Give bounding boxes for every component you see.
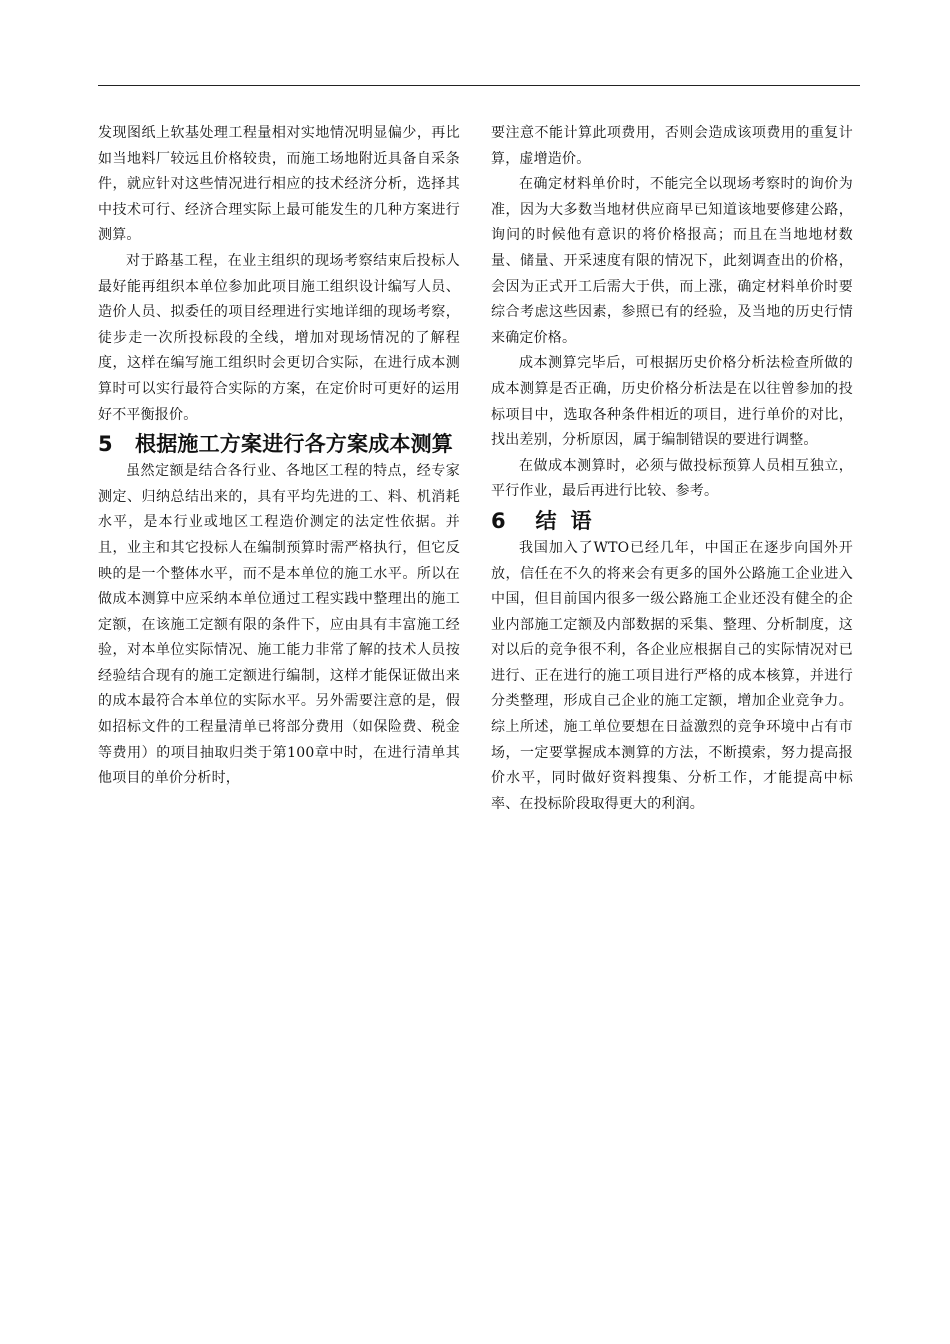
paragraph: 对于路基工程，在业主组织的现场考察结束后投标人最好能再组织本单位参加此项目施工组织设计编写人员、造价人员、拟委任的项目经理进行实地详细的现场考察，徒步走一次所投标段的全线，增加对现场情况的了解程度，这样在编写施工组织时会更切合实际，在进行成本测算时可以实行最符合实际的方案，在定价时可更好的运用好不平衡报价。 bbox=[98, 252, 460, 423]
right-column bbox=[491, 121, 853, 817]
header-rule bbox=[98, 85, 860, 86]
paragraph: 要注意不能计算此项费用，否则会造成该项费用的重复计算，虚增造价。 bbox=[491, 125, 853, 167]
section-heading-5 bbox=[98, 432, 460, 457]
section-number: 5 bbox=[98, 432, 113, 457]
paragraph: 发现图纸上软基处理工程量相对实地情况明显偏少，再比如当地料厂较远且价格较贵，而施工场地附近具备自采条件，就应针对这些情况进行相应的技术经济分析，选择其中技术可行、经济合理实际上最可能发生的几种方案进行测算。 bbox=[98, 125, 460, 244]
left-column bbox=[98, 121, 460, 792]
paragraph: 我国加入了WTO已经几年，中国正在逐步向国外开放，信任在不久的将来会有更多的国外公路施工企业进入中国，但目前国内很多一级公路施工企业还没有健全的企业内部施工定额及内部数据的采集、整理、分析制度，这对以后的竞争很不利，各企业应根据自己的实际情况对已进行、正在进行的施工项目进行严格的成本核算，并进行分类整理，形成自己企业的施工定额，增加企业竞争力。综上所述，施工单位要想在日益激烈的竞争环境中占有市场，一定要掌握成本测算的方法，不断摸索，努力提高报价水平，同时做好资料搜集、分析工作，才能提高中标率、在投标阶段取得更大的利润。 bbox=[491, 539, 853, 812]
section-number: 6 bbox=[491, 508, 506, 533]
paragraph: 在确定材料单价时，不能完全以现场考察时的询价为准，因为大多数当地材供应商早已知道该地要修建公路，询问的时候他有意识的将价格报高；而且在当地地材数量、储量、开采速度有限的情况下，此刻调查出的价格，会因为正式开工后需大于供，而上涨，确定材料单价时要综合考虑这些因素，参照已有的经验，及当地的历史行情来确定价格。 bbox=[491, 176, 853, 346]
section-heading-6 bbox=[491, 509, 853, 534]
paragraph: 虽然定额是结合各行业、各地区工程的特点，经专家测定、归纳总结出来的，具有平均先进的工、料、机消耗水平，是本行业或地区工程造价测定的法定性依据。并且，业主和其它投标人在编制预算时需严格执行，但它反映的是一个整体水平，而不是本单位的施工水平。所以在做成本测算中应采纳本单位通过工程实践中整理出的施工定额，在该施工定额有限的条件下，应由具有丰富施工经验，对本单位实际情况、施工能力非常了解的技术人员按经验结合现有的施工定额进行编制，这样才能保证做出来的成本最符合本单位的实际水平。另外需要注意的是，假如招标文件的工程量清单已将部分费用（如保险费、税金等费用）的项目抽取归类于第100章中时，在进行清单其他项目的单价分析时， bbox=[98, 463, 460, 787]
paragraph: 在做成本测算时，必须与做投标预算人员相互独立，平行作业，最后再进行比较、参考。 bbox=[491, 457, 853, 500]
section-title: 结语 bbox=[535, 508, 606, 533]
section-title: 根据施工方案进行各方案成本测算 bbox=[135, 432, 453, 457]
paragraph: 成本测算完毕后，可根据历史价格分析法检查所做的成本测算是否正确，历史价格分析法是在以往曾参加的投标项目中，选取各种条件相近的项目，进行单价的对比，找出差别，分析原因，属于编制错误的要进行调整。 bbox=[491, 355, 853, 449]
